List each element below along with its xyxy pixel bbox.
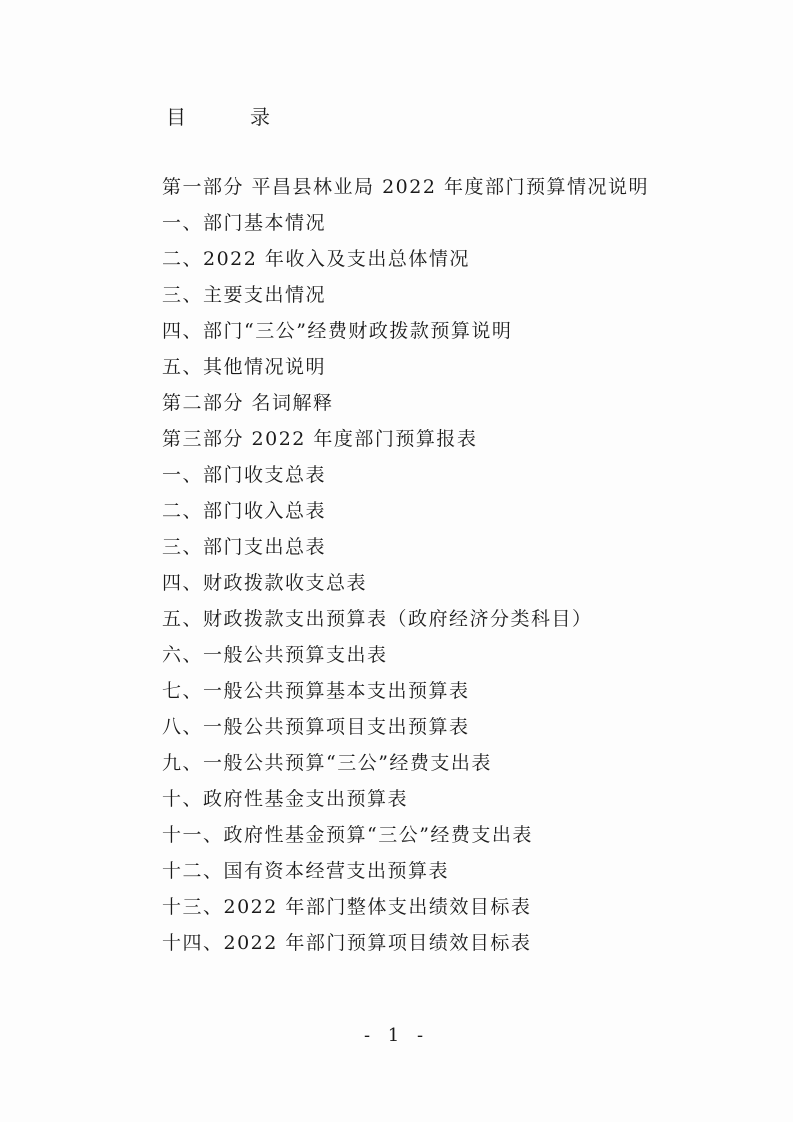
toc-item: 二、2022 年收入及支出总体情况 — [162, 248, 470, 270]
toc-item: 五、财政拨款支出预算表（政府经济分类科目） — [162, 608, 593, 630]
toc-item: 七、一般公共预算基本支出预算表 — [162, 680, 470, 702]
toc-item-part-1: 第一部分 平昌县林业局 2022 年度部门预算情况说明 — [162, 176, 649, 198]
toc-item-part-2: 第二部分 名词解释 — [162, 392, 334, 414]
toc-item: 八、一般公共预算项目支出预算表 — [162, 716, 470, 738]
toc-title — [166, 101, 270, 130]
toc-item: 十三、2022 年部门整体支出绩效目标表 — [162, 896, 532, 918]
toc-item: 一、部门收支总表 — [162, 464, 327, 486]
page-number: - 1 - — [363, 1025, 430, 1046]
toc-item: 四、财政拨款收支总表 — [162, 572, 368, 594]
toc-item: 十二、国有资本经营支出预算表 — [162, 860, 450, 882]
toc-item: 十、政府性基金支出预算表 — [162, 788, 409, 810]
toc-item: 一、部门基本情况 — [162, 212, 327, 234]
toc-item: 三、部门支出总表 — [162, 536, 327, 558]
toc-title-char-2: 录 — [250, 105, 270, 129]
toc-item: 十四、2022 年部门预算项目绩效目标表 — [162, 932, 532, 954]
toc-item: 十一、政府性基金预算“三公”经费支出表 — [162, 824, 533, 846]
toc-item: 六、一般公共预算支出表 — [162, 644, 388, 666]
toc-item: 五、其他情况说明 — [162, 356, 327, 378]
toc-item-part-3: 第三部分 2022 年度部门预算报表 — [162, 428, 478, 450]
toc-title-char-1: 目 — [166, 105, 186, 129]
toc-list — [162, 172, 649, 964]
toc-item: 四、部门“三公”经费财政拨款预算说明 — [162, 320, 513, 342]
toc-item: 二、部门收入总表 — [162, 500, 327, 522]
toc-item: 九、一般公共预算“三公”经费支出表 — [162, 752, 492, 774]
toc-item: 三、主要支出情况 — [162, 284, 327, 306]
